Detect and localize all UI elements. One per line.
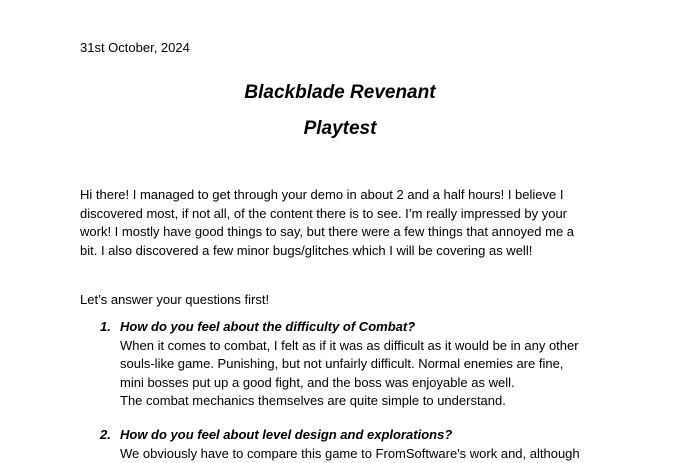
intro-line: Hi there! I managed to get through your demo in about 2 and a half hours! I believe I xyxy=(80,187,564,202)
question-heading xyxy=(80,318,640,337)
answer-line: mini bosses put up a good fight, and the boss was enjoyable as well. xyxy=(120,374,515,390)
answer-line: The combat mechanics themselves are quite simple to understand. xyxy=(120,393,506,409)
lead-sentence: Let’s answer your questions first! xyxy=(80,292,270,307)
answer-line: souls-like game. Punishing, but not unfairly difficult. Normal enemies are fine, xyxy=(120,356,564,372)
question-text: How do you feel about the difficulty of Combat? xyxy=(120,319,416,334)
document-date: 31st October, 2024 xyxy=(80,40,190,55)
intro-paragraph xyxy=(80,186,640,260)
intro-line: discovered most, if not all, of the content there is to see. I’m really impressed by your xyxy=(80,205,567,221)
document-title: Blackblade Revenant xyxy=(244,82,436,103)
document-subtitle: Playtest xyxy=(303,118,377,139)
question-number: 1. xyxy=(100,319,111,334)
answer-line: When it comes to combat, I felt as if it was as difficult as it would be in any other xyxy=(120,337,579,353)
question-text: How do you feel about level design and explorations? xyxy=(120,427,453,442)
answer-line: We obviously have to compare this game to FromSoftware's work and, although xyxy=(120,445,580,461)
intro-line: bit. I also discovered a few minor bugs/glitches which I will be covering as well! xyxy=(80,242,533,258)
question-item xyxy=(80,426,640,463)
question-item xyxy=(80,318,640,411)
intro-line: work! I mostly have good things to say, but there were a few things that annoyed me a xyxy=(80,224,575,240)
question-number: 2. xyxy=(100,427,111,442)
question-heading xyxy=(80,426,640,445)
